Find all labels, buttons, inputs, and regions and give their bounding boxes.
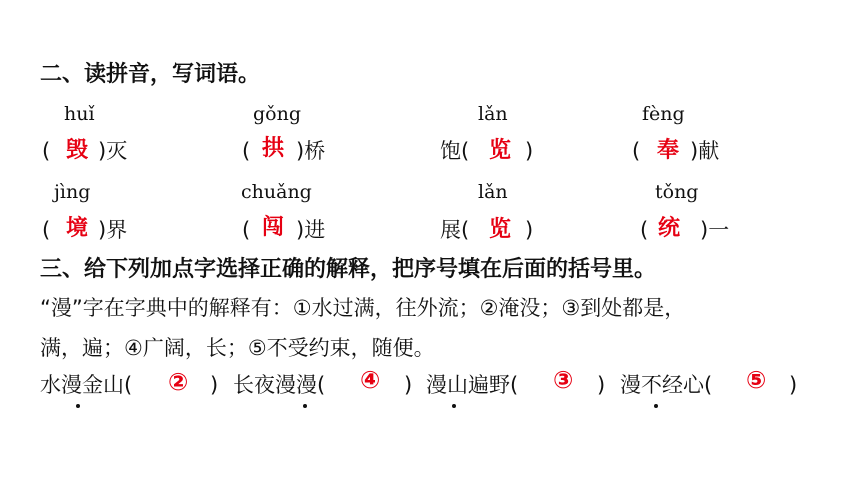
item-3-word: 漫山遍野( (426, 373, 519, 397)
item-2-close: ) (404, 373, 413, 397)
word-1-close: )灭 (98, 139, 128, 163)
word-2-open: ( (242, 139, 251, 163)
word-1-open: ( (42, 139, 51, 163)
item-4-answer: ⑤ (746, 366, 767, 394)
answer-jing: 境 (66, 216, 89, 241)
item-3-answer: ③ (553, 366, 574, 394)
word-5-close: )界 (98, 218, 128, 242)
item-1-close: ) (210, 373, 219, 397)
pinyin-tong: tǒng (655, 181, 699, 203)
pinyin-chuang: chuǎng (241, 181, 312, 203)
answer-chuang: 闯 (262, 215, 285, 240)
pinyin-hui: huǐ (64, 103, 95, 125)
word-6-close: )进 (296, 218, 326, 242)
emphasis-dot-2 (303, 404, 307, 408)
pinyin-lan-1: lǎn (478, 103, 508, 125)
word-7-open: 展( (440, 218, 470, 242)
answer-gong: 拱 (262, 136, 285, 161)
word-3-open: 饱( (440, 139, 470, 163)
word-4-open: ( (632, 139, 641, 163)
word-8-close: )一 (700, 218, 730, 242)
pinyin-gong: gǒng (253, 103, 302, 125)
item-1-word: 水漫金山( (40, 373, 133, 397)
answer-feng: 奉 (657, 138, 680, 163)
word-4-close: )献 (690, 139, 720, 163)
item-2-answer: ④ (360, 366, 381, 394)
answer-tong: 统 (658, 216, 681, 241)
item-3-close: ) (597, 373, 606, 397)
emphasis-dot-4 (654, 404, 658, 408)
section3-title: 三、给下列加点字选择正确的解释，把序号填在后面的括号里。 (40, 257, 657, 282)
answer-hui: 毁 (66, 138, 89, 163)
pinyin-lan-2: lǎn (478, 181, 508, 203)
word-7-close: ) (525, 218, 534, 242)
emphasis-dot-3 (452, 404, 456, 408)
answer-lan-1: 览 (489, 138, 512, 163)
answer-lan-2: 览 (489, 217, 512, 242)
word-8-open: ( (640, 218, 649, 242)
item-4-word: 漫不经心( (620, 373, 713, 397)
pinyin-feng: fèng (642, 103, 685, 125)
emphasis-dot-1 (76, 404, 80, 408)
item-4-close: ) (789, 373, 798, 397)
definition-line-2: 满，遍；④广阔，长；⑤不受约束，随便。 (40, 336, 435, 360)
section2-title: 二、读拼音，写词语。 (40, 62, 261, 87)
word-3-close: ) (525, 139, 534, 163)
word-2-close: )桥 (296, 139, 326, 163)
word-5-open: ( (42, 218, 51, 242)
definition-line-1: “漫”字在字典中的解释有：①水过满，往外流；②淹没；③到处都是， (40, 296, 686, 320)
pinyin-jing: jìng (54, 181, 91, 203)
word-6-open: ( (242, 218, 251, 242)
item-1-answer: ② (168, 368, 189, 396)
item-2-word: 长夜漫漫( (233, 373, 326, 397)
